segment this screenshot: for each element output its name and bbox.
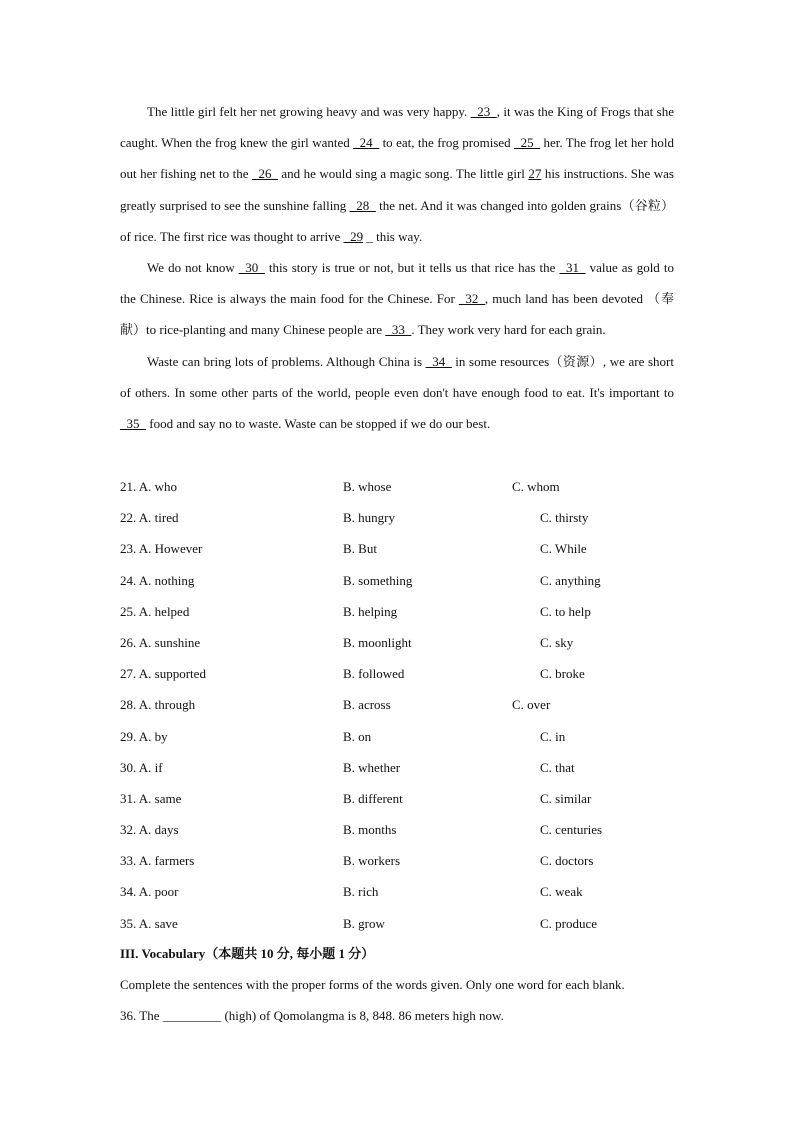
option-b: B. moonlight: [343, 634, 412, 650]
option-a: 29. A. by: [120, 728, 168, 744]
option-c: C. doctors: [540, 853, 594, 869]
option-b: B. helping: [343, 603, 398, 619]
option-b: B. workers: [343, 853, 401, 869]
option-row: [120, 596, 680, 627]
option-a: 35. A. save: [120, 915, 178, 931]
passage-text: We do not know: [147, 260, 239, 276]
passage-text: Waste can bring lots of problems. Although China is: [147, 353, 426, 369]
option-row: [120, 908, 680, 939]
option-row: [120, 565, 680, 596]
option-c: C. weak: [540, 884, 583, 900]
passage-text: The little girl felt her net growing heavy and was very happy.: [147, 104, 471, 119]
passage-text: _ this way.: [363, 228, 423, 244]
option-c: C. anything: [540, 572, 601, 588]
option-c: C. While: [540, 541, 587, 557]
option-c: C. over: [512, 697, 551, 713]
option-row: [120, 876, 680, 907]
option-a: 31. A. same: [120, 790, 182, 806]
option-c: C. in: [540, 728, 566, 744]
passage-text: and he would sing a magic song. The little girl: [277, 166, 529, 182]
option-row: [120, 845, 680, 876]
option-row: [120, 627, 680, 658]
option-a: 32. A. days: [120, 822, 179, 838]
option-c: C. similar: [540, 790, 592, 806]
option-row: [120, 721, 680, 752]
option-row: [120, 502, 680, 533]
answer-blank: 27: [528, 166, 542, 182]
option-row: [120, 783, 680, 814]
option-c: C. that: [540, 759, 575, 775]
option-c: C. broke: [540, 666, 585, 682]
passage-text: this story is true or not, but it tells us that rice has the: [264, 260, 560, 276]
option-c: C. thirsty: [540, 510, 589, 526]
passage-paragraph-3: [120, 346, 674, 440]
option-a: 26. A. sunshine: [120, 634, 201, 650]
option-a: 33. A. farmers: [120, 853, 195, 869]
answer-blank: _35_: [120, 416, 146, 432]
option-b: B. something: [343, 572, 413, 588]
option-c: C. to help: [540, 603, 591, 619]
passage-text: the net. And it was changed into golden grains（谷粒）of rice. The first rice was thought to arrive: [120, 197, 675, 244]
answer-blank: _28_: [349, 197, 376, 213]
answer-options: [120, 471, 680, 939]
option-b: B. months: [343, 822, 397, 838]
answer-blank: _30_: [238, 260, 265, 276]
option-b: B. whose: [343, 479, 392, 494]
answer-blank: _23_: [470, 104, 497, 119]
passage-text: to eat, the frog promised: [379, 135, 515, 151]
option-a: 28. A. through: [120, 697, 196, 713]
passage-text: , much land has been devoted （奉献）to rice-planting and many Chinese people are: [120, 291, 674, 338]
option-a: 27. A. supported: [120, 666, 206, 682]
option-row: [120, 471, 680, 502]
option-a: 22. A. tired: [120, 510, 179, 526]
option-b: B. hungry: [343, 510, 395, 526]
option-row: [120, 689, 680, 720]
option-c: C. whom: [512, 479, 560, 494]
answer-blank: _24_: [353, 135, 380, 151]
option-b: B. different: [343, 790, 403, 806]
answer-blank: _26_: [251, 166, 278, 182]
option-a: 34. A. poor: [120, 884, 179, 900]
option-c: C. produce: [540, 915, 598, 931]
answer-blank: _25_: [514, 135, 541, 151]
option-a: 23. A. However: [120, 541, 203, 557]
answer-blank: _34_: [425, 353, 452, 369]
option-c: C. sky: [540, 634, 574, 650]
option-b: B. whether: [343, 759, 401, 775]
reading-passage: [120, 96, 674, 439]
option-row: [120, 533, 680, 564]
answer-blank: _33_: [385, 322, 412, 338]
passage-text: , it was the King of Frogs that she caught. When the frog knew the girl wanted: [120, 104, 674, 151]
option-b: B. rich: [343, 884, 379, 900]
passage-text: in some resources（资源）, we are short of others. In some other parts of the world, people even don't have enough food to eat. It's important to: [120, 353, 674, 400]
option-a: 25. A. helped: [120, 603, 190, 619]
option-row: [120, 814, 680, 845]
question-36: 36. The _________ (high) of Qomolangma is 8, 848. 86 meters high now.: [120, 1008, 504, 1023]
option-row: [120, 658, 680, 689]
passage-text: his instructions. She was greatly surprised to see the sunshine falling: [120, 166, 674, 213]
option-a: 30. A. if: [120, 759, 163, 775]
option-row: [120, 752, 680, 783]
passage-text: . They work very hard for each grain.: [411, 322, 606, 338]
option-b: B. across: [343, 697, 391, 713]
passage-paragraph-1: [120, 96, 674, 252]
option-a: 24. A. nothing: [120, 572, 195, 588]
passage-text: food and say no to waste. Waste can be stopped if we do our best.: [146, 416, 491, 432]
section-instructions: Complete the sentences with the proper forms of the words given. Only one word for each blank.: [120, 977, 625, 992]
passage-text: value as gold to the Chinese. Rice is always the main food for the Chinese. For: [120, 260, 674, 307]
passage-paragraph-2: [120, 252, 674, 346]
option-b: B. followed: [343, 666, 405, 682]
option-a: 21. A. who: [120, 479, 178, 494]
option-b: B. on: [343, 728, 372, 744]
section-heading: III. Vocabulary（本题共 10 分, 每小题 1 分）: [120, 946, 375, 961]
answer-blank: _29: [343, 228, 364, 244]
option-c: C. centuries: [540, 822, 603, 838]
answer-blank: _32_: [458, 291, 485, 307]
option-b: B. grow: [343, 915, 385, 931]
passage-text: her. The frog let her hold out her fishing net to the: [120, 135, 674, 182]
answer-blank: _31_: [559, 260, 586, 276]
option-b: B. But: [343, 541, 377, 557]
